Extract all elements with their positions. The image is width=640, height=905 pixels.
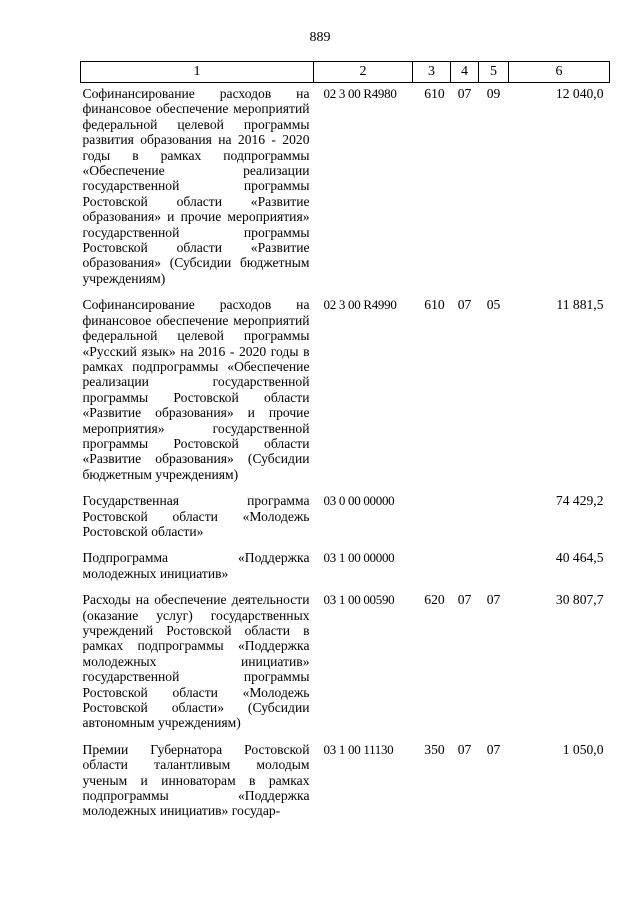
row-code: 03 1 00 00590 [323, 592, 395, 608]
row-subsection: 07 [486, 592, 501, 608]
row-section: 07 [457, 297, 472, 313]
header-col-6: 6 [509, 62, 610, 83]
row-subsection: 07 [486, 741, 501, 757]
table-header-row [81, 62, 610, 83]
header-col-2: 2 [314, 62, 413, 83]
row-name: Софинансирование расходов на финансовое обеспечение мероприятий федеральной целевой программы «Русский язык» на 2016 - 2020 годы в рамках подпрограммы «Обеспечение реализации государственной программы Ростовской области «Развитие образования» и прочие мероприятия» государственной программы Ростовской области «Развитие образования» (Субсидии бюджетным учреждениям) [82, 297, 310, 482]
header-col-3: 3 [413, 62, 451, 83]
row-expense-type: 620 [424, 592, 445, 608]
row-expense-type [413, 550, 451, 592]
row-expense-type: 610 [424, 297, 445, 313]
row-code: 03 0 00 00000 [323, 493, 395, 509]
row-name: Софинансирование расходов на финансовое обеспечение мероприятий федеральной целевой программы развития образования на 2016 - 2020 годы в рамках подпрограммы «Обеспечение реализации государственной программы Ростовской области «Развитие образования» и прочие мероприятия» государственной программы Ростовской области «Развитие образования» (Субсидии бюджетным учреждениям) [82, 86, 310, 286]
header-col-4: 4 [451, 62, 479, 83]
table-row [81, 297, 610, 493]
row-section: 07 [457, 741, 472, 757]
row-amount: 74 429,2 [555, 493, 604, 509]
table-row [81, 550, 610, 592]
header-col-5: 5 [479, 62, 509, 83]
row-code: 02 3 00 R4990 [323, 297, 397, 313]
row-name: Расходы на обеспечение деятельности (оказание услуг) государственных учреждений Ростовской области в рамках подпрограммы «Поддержка молодежных инициатив» государственной программы Ростовской области «Молодежь Ростовской области» (Субсидии автономным учреждениям) [82, 592, 310, 731]
row-amount: 11 881,5 [556, 297, 604, 313]
row-subsection: 05 [486, 297, 501, 313]
row-expense-type: 610 [424, 86, 445, 101]
row-section [451, 550, 479, 592]
row-expense-type: 350 [424, 741, 445, 757]
row-code: 03 1 00 11130 [323, 741, 394, 757]
row-code: 03 1 00 00000 [323, 550, 395, 566]
row-name: Подпрограмма «Поддержка молодежных инициатив» [82, 550, 310, 581]
row-section [451, 493, 479, 550]
table-row [81, 742, 610, 830]
row-name: Государственная программа Ростовской области «Молодежь Ростовской области» [82, 493, 310, 539]
header-col-1: 1 [81, 62, 314, 83]
row-section: 07 [457, 86, 472, 101]
budget-table [80, 61, 610, 830]
table-row [81, 493, 610, 550]
row-subsection [479, 550, 509, 592]
row-amount: 40 464,5 [555, 550, 604, 566]
row-amount: 30 807,7 [555, 592, 604, 608]
row-amount: 1 050,0 [562, 741, 604, 757]
row-name: Премии Губернатора Ростовской области талантливым молодым ученым и инноваторам в рамках подпрограммы «Поддержка молодежных инициатив» государ- [82, 741, 310, 819]
table-row [81, 592, 610, 742]
row-expense-type [413, 493, 451, 550]
row-section: 07 [457, 592, 472, 608]
page-number: 889 [309, 30, 331, 45]
table-row [81, 83, 610, 298]
row-subsection: 09 [486, 86, 501, 101]
row-amount: 12 040,0 [555, 86, 604, 101]
row-subsection [479, 493, 509, 550]
row-code: 02 3 00 R4980 [323, 86, 397, 101]
